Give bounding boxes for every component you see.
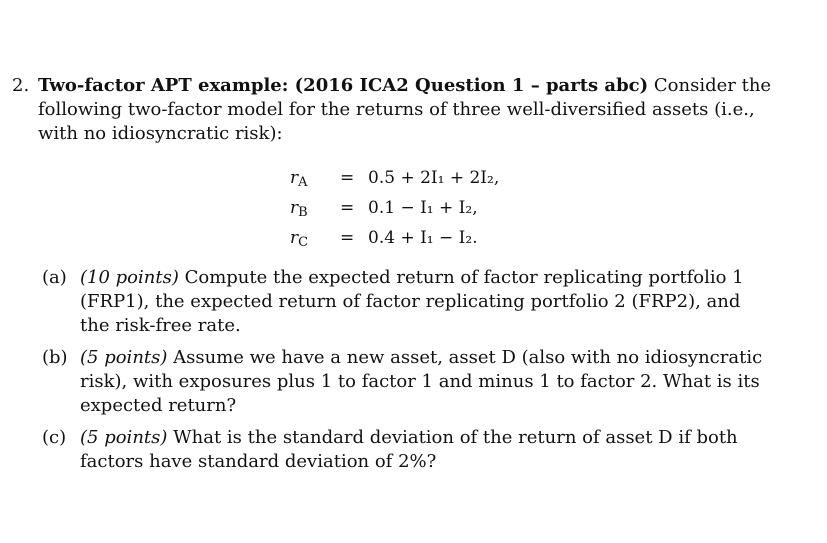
problem-title: Two-factor APT example: (2016 ICA2 Question 1 – parts abc) (38, 75, 649, 96)
question-part-b (42, 346, 772, 418)
part-question: Assume we have a new asset, asset D (also with no idiosyncratic risk), with exposures plus 1 to factor 1 and minus 1 to factor 2. What is its expected return? (80, 347, 763, 416)
equation-rhs: 0.4 + I₁ − I₂. (368, 228, 478, 248)
part-points: (5 points) (80, 347, 168, 368)
part-question: Compute the expected return of factor replicating portfolio 1 (FRP1), the expected return of factor replicating portfolio 2 (FRP2), and the risk-free rate. (80, 267, 744, 336)
part-text (80, 426, 772, 474)
part-text (80, 346, 772, 418)
equation-lhs: $r_B$ (290, 198, 308, 220)
part-label: (b) (42, 347, 68, 368)
part-points: (5 points) (80, 427, 168, 448)
equals-sign: = (340, 228, 355, 248)
part-question: What is the standard deviation of the return of asset D if both factors have standard deviation of 2%? (80, 427, 738, 472)
equation-rhs: 0.5 + 2I₁ + 2I₂, (368, 168, 500, 188)
equation-rhs: 0.1 − I₁ + I₂, (368, 198, 478, 218)
problem-body (38, 74, 772, 146)
question-part-c (42, 426, 772, 474)
question-part-a (42, 266, 772, 338)
question-parts (42, 266, 772, 482)
equation-lhs: $r_C$ (290, 228, 309, 250)
equals-sign: = (340, 198, 355, 218)
problem-statement (12, 74, 772, 146)
part-label: (a) (42, 267, 67, 288)
equation-lhs: $r_A$ (290, 168, 308, 190)
equals-sign: = (340, 168, 355, 188)
problem-number: 2. (12, 75, 30, 96)
problem-intro: Consider the following two-factor model for the returns of three well-diversified assets (i.e., with no idiosyncratic risk): (38, 75, 772, 144)
part-text (80, 266, 772, 338)
part-label: (c) (42, 427, 67, 448)
part-points: (10 points) (80, 267, 179, 288)
